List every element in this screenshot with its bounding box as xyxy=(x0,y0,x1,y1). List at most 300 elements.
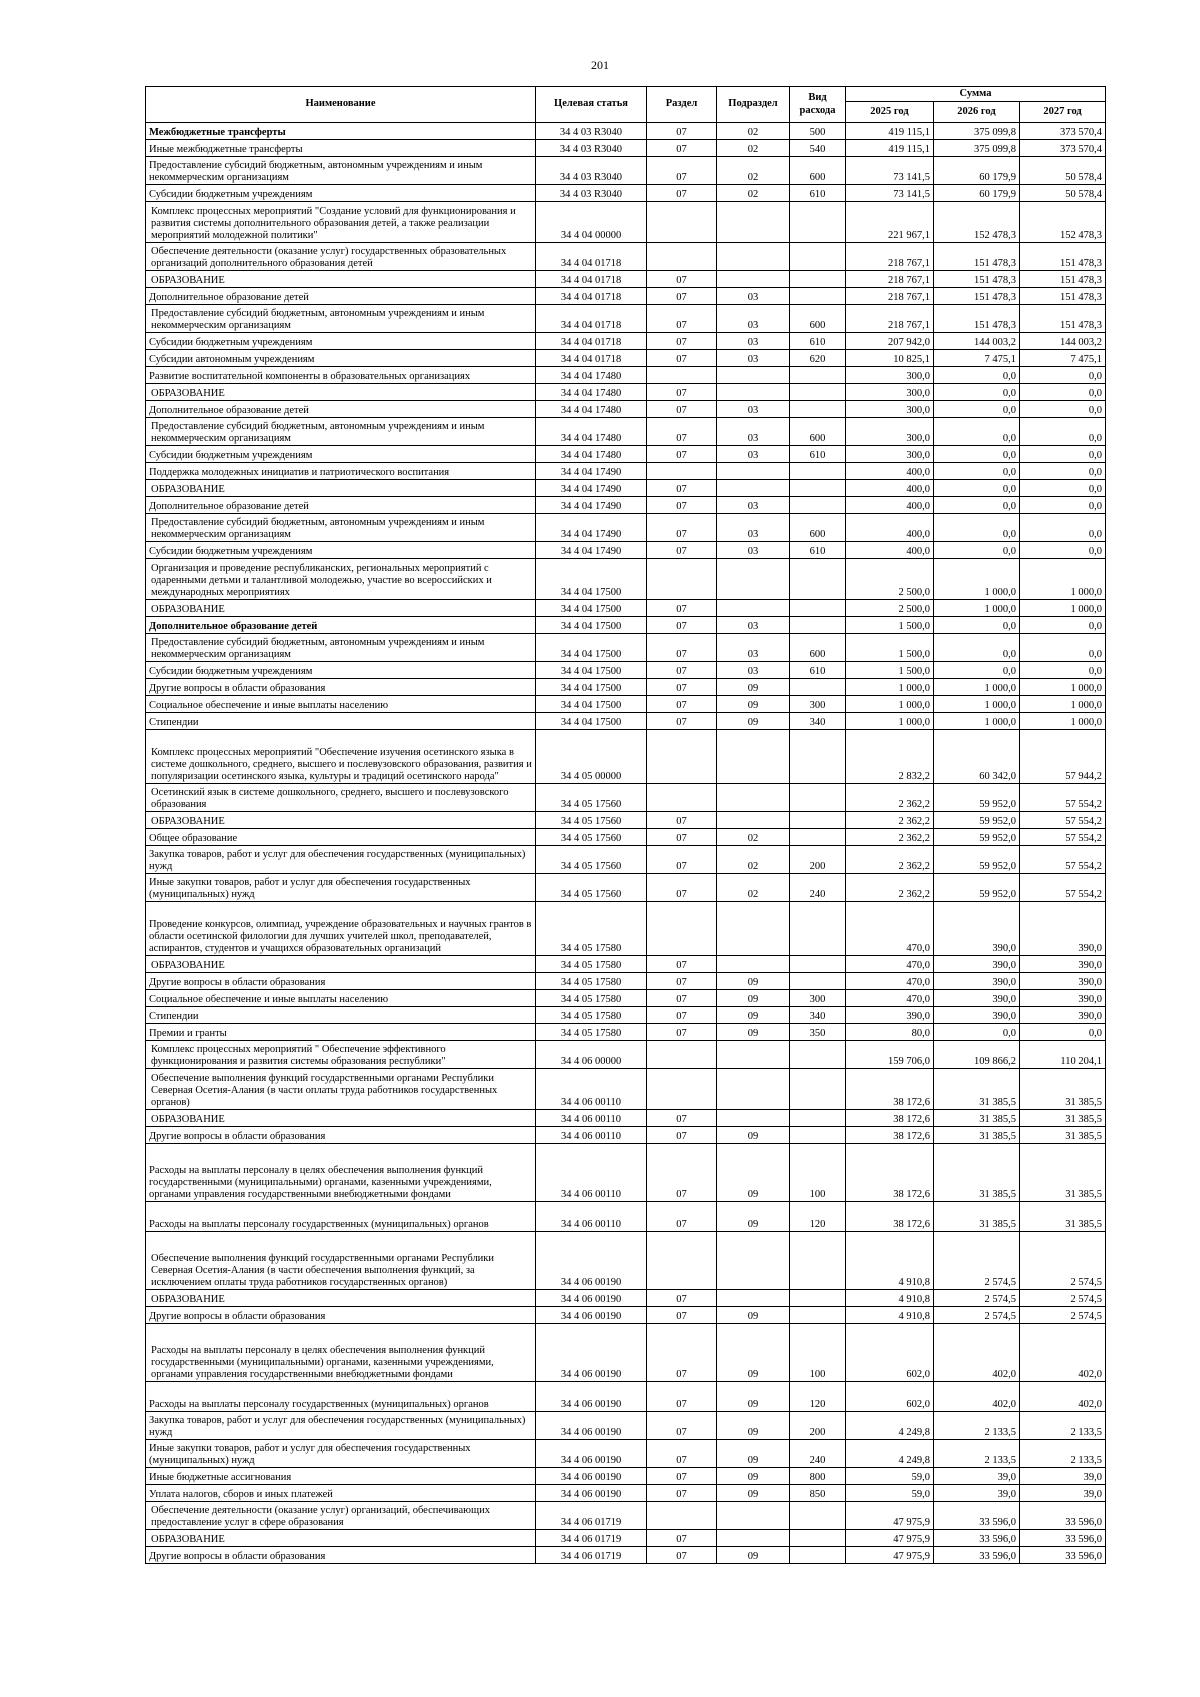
cell-subsection: 09 xyxy=(717,1412,790,1440)
header-name: Наименование xyxy=(146,87,536,123)
cell-target-article: 34 4 06 01719 xyxy=(536,1502,647,1530)
cell-section: 07 xyxy=(647,288,717,305)
cell-name: Предоставление субсидий бюджетным, автономным учреждениям и иным некоммерческим организациям xyxy=(146,514,536,542)
table-row xyxy=(146,185,1106,202)
cell-name: ОБРАЗОВАНИЕ xyxy=(146,1290,536,1307)
table-row xyxy=(146,559,1106,600)
cell-target-article: 34 4 05 17560 xyxy=(536,812,647,829)
cell-target-article: 34 4 04 17480 xyxy=(536,384,647,401)
cell-name: ОБРАЗОВАНИЕ xyxy=(146,384,536,401)
header-sum: Сумма xyxy=(846,87,1106,102)
cell-section: 07 xyxy=(647,418,717,446)
cell-section: 07 xyxy=(647,973,717,990)
cell-sum-2026: 60 342,0 xyxy=(934,730,1020,784)
cell-sum-2025: 2 500,0 xyxy=(846,559,934,600)
table-row xyxy=(146,463,1106,480)
cell-sum-2026: 31 385,5 xyxy=(934,1110,1020,1127)
cell-sum-2027: 2 574,5 xyxy=(1020,1290,1106,1307)
cell-name: Дополнительное образование детей xyxy=(146,288,536,305)
cell-target-article: 34 4 05 17580 xyxy=(536,1024,647,1041)
table-row xyxy=(146,829,1106,846)
cell-name: Расходы на выплаты персоналу государственных (муниципальных) органов xyxy=(146,1202,536,1232)
cell-sum-2025: 470,0 xyxy=(846,990,934,1007)
table-row xyxy=(146,1232,1106,1290)
table-header xyxy=(146,87,1106,123)
cell-sum-2027: 33 596,0 xyxy=(1020,1502,1106,1530)
cell-subsection: 09 xyxy=(717,1485,790,1502)
cell-sum-2027: 39,0 xyxy=(1020,1485,1106,1502)
cell-sum-2025: 159 706,0 xyxy=(846,1041,934,1069)
cell-target-article: 34 4 06 00190 xyxy=(536,1485,647,1502)
table-row xyxy=(146,1202,1106,1232)
cell-expense-type xyxy=(790,401,846,418)
cell-name: ОБРАЗОВАНИЕ xyxy=(146,480,536,497)
cell-expense-type: 200 xyxy=(790,1412,846,1440)
table-row xyxy=(146,784,1106,812)
cell-section: 07 xyxy=(647,1290,717,1307)
table-row xyxy=(146,1547,1106,1564)
cell-sum-2026: 1 000,0 xyxy=(934,713,1020,730)
cell-subsection: 09 xyxy=(717,1382,790,1412)
cell-name: Субсидии бюджетным учреждениям xyxy=(146,333,536,350)
cell-sum-2026: 1 000,0 xyxy=(934,600,1020,617)
table-row xyxy=(146,1069,1106,1110)
cell-sum-2025: 1 000,0 xyxy=(846,679,934,696)
cell-subsection xyxy=(717,956,790,973)
cell-sum-2027: 402,0 xyxy=(1020,1324,1106,1382)
cell-name: ОБРАЗОВАНИЕ xyxy=(146,956,536,973)
cell-sum-2025: 419 115,1 xyxy=(846,140,934,157)
cell-sum-2025: 218 767,1 xyxy=(846,271,934,288)
cell-section xyxy=(647,784,717,812)
table-row xyxy=(146,1041,1106,1069)
cell-sum-2026: 0,0 xyxy=(934,446,1020,463)
cell-target-article: 34 4 03 R3040 xyxy=(536,123,647,140)
cell-expense-type: 600 xyxy=(790,157,846,185)
cell-name: ОБРАЗОВАНИЕ xyxy=(146,1530,536,1547)
cell-sum-2027: 57 554,2 xyxy=(1020,846,1106,874)
cell-section xyxy=(647,367,717,384)
cell-sum-2027: 0,0 xyxy=(1020,542,1106,559)
table-row xyxy=(146,384,1106,401)
cell-sum-2027: 0,0 xyxy=(1020,617,1106,634)
cell-section: 07 xyxy=(647,1144,717,1202)
cell-target-article: 34 4 06 01719 xyxy=(536,1547,647,1564)
cell-sum-2026: 390,0 xyxy=(934,990,1020,1007)
cell-subsection: 03 xyxy=(717,333,790,350)
cell-sum-2025: 2 832,2 xyxy=(846,730,934,784)
cell-subsection: 09 xyxy=(717,1127,790,1144)
cell-expense-type: 610 xyxy=(790,446,846,463)
cell-name: Обеспечение деятельности (оказание услуг) государственных образовательных организаций дополнительного образования детей xyxy=(146,243,536,271)
cell-sum-2027: 57 944,2 xyxy=(1020,730,1106,784)
cell-subsection: 03 xyxy=(717,305,790,333)
cell-sum-2026: 33 596,0 xyxy=(934,1530,1020,1547)
cell-section: 07 xyxy=(647,1324,717,1382)
header-year-2025: 2025 год xyxy=(846,102,934,123)
cell-sum-2026: 0,0 xyxy=(934,384,1020,401)
cell-sum-2027: 31 385,5 xyxy=(1020,1202,1106,1232)
cell-section: 07 xyxy=(647,1202,717,1232)
cell-name: Комплекс процессных мероприятий "Создание условий для функционирования и развития системы дополнительного образования детей, а также реализации мероприятий молодежной политики" xyxy=(146,202,536,243)
cell-expense-type xyxy=(790,1547,846,1564)
cell-sum-2027: 373 570,4 xyxy=(1020,140,1106,157)
cell-sum-2027: 1 000,0 xyxy=(1020,713,1106,730)
cell-sum-2025: 400,0 xyxy=(846,497,934,514)
cell-sum-2025: 400,0 xyxy=(846,463,934,480)
cell-section: 07 xyxy=(647,679,717,696)
cell-section: 07 xyxy=(647,1485,717,1502)
cell-target-article: 34 4 04 01718 xyxy=(536,305,647,333)
cell-target-article: 34 4 05 00000 xyxy=(536,730,647,784)
cell-sum-2025: 218 767,1 xyxy=(846,243,934,271)
cell-sum-2025: 470,0 xyxy=(846,956,934,973)
cell-sum-2025: 1 000,0 xyxy=(846,696,934,713)
cell-subsection xyxy=(717,902,790,956)
cell-name: Уплата налогов, сборов и иных платежей xyxy=(146,1485,536,1502)
cell-sum-2027: 0,0 xyxy=(1020,662,1106,679)
cell-target-article: 34 4 06 00190 xyxy=(536,1324,647,1382)
cell-sum-2027: 0,0 xyxy=(1020,384,1106,401)
cell-target-article: 34 4 05 17560 xyxy=(536,874,647,902)
cell-target-article: 34 4 06 00110 xyxy=(536,1127,647,1144)
cell-expense-type xyxy=(790,367,846,384)
cell-sum-2025: 2 362,2 xyxy=(846,829,934,846)
cell-sum-2026: 0,0 xyxy=(934,480,1020,497)
cell-sum-2027: 0,0 xyxy=(1020,367,1106,384)
cell-expense-type: 600 xyxy=(790,514,846,542)
cell-sum-2026: 33 596,0 xyxy=(934,1547,1020,1564)
cell-sum-2027: 31 385,5 xyxy=(1020,1110,1106,1127)
cell-subsection xyxy=(717,1232,790,1290)
cell-section: 07 xyxy=(647,1530,717,1547)
cell-sum-2027: 151 478,3 xyxy=(1020,305,1106,333)
cell-sum-2026: 144 003,2 xyxy=(934,333,1020,350)
cell-target-article: 34 4 05 17560 xyxy=(536,846,647,874)
table-row xyxy=(146,1307,1106,1324)
cell-subsection: 03 xyxy=(717,446,790,463)
cell-name: Иные закупки товаров, работ и услуг для обеспечения государственных (муниципальных) нужд xyxy=(146,1440,536,1468)
cell-name: Другие вопросы в области образования xyxy=(146,1547,536,1564)
cell-sum-2026: 375 099,8 xyxy=(934,140,1020,157)
cell-sum-2026: 390,0 xyxy=(934,902,1020,956)
cell-section: 07 xyxy=(647,662,717,679)
cell-name: ОБРАЗОВАНИЕ xyxy=(146,812,536,829)
cell-sum-2025: 400,0 xyxy=(846,542,934,559)
cell-sum-2027: 390,0 xyxy=(1020,902,1106,956)
cell-target-article: 34 4 04 17490 xyxy=(536,514,647,542)
table-row xyxy=(146,730,1106,784)
cell-sum-2026: 109 866,2 xyxy=(934,1041,1020,1069)
cell-target-article: 34 4 04 17480 xyxy=(536,401,647,418)
cell-name: Расходы на выплаты персоналу в целях обеспечения выполнения функций государственными (муниципальными) органами, казенными учреждениями, органами управления государственными внебюджетными фондами xyxy=(146,1324,536,1382)
table-row xyxy=(146,1324,1106,1382)
cell-subsection xyxy=(717,1069,790,1110)
cell-subsection xyxy=(717,730,790,784)
cell-subsection: 09 xyxy=(717,1324,790,1382)
header-expense-type: Вид расхода xyxy=(790,87,846,123)
cell-name: Поддержка молодежных инициатив и патриотического воспитания xyxy=(146,463,536,480)
cell-sum-2026: 402,0 xyxy=(934,1324,1020,1382)
cell-sum-2025: 47 975,9 xyxy=(846,1547,934,1564)
header-subsection: Подраздел xyxy=(717,87,790,123)
table-row xyxy=(146,418,1106,446)
cell-sum-2026: 0,0 xyxy=(934,617,1020,634)
table-row xyxy=(146,696,1106,713)
cell-section: 07 xyxy=(647,384,717,401)
cell-subsection xyxy=(717,202,790,243)
cell-subsection: 02 xyxy=(717,123,790,140)
table-row xyxy=(146,713,1106,730)
cell-sum-2026: 60 179,9 xyxy=(934,185,1020,202)
cell-section: 07 xyxy=(647,829,717,846)
cell-sum-2027: 1 000,0 xyxy=(1020,679,1106,696)
cell-expense-type xyxy=(790,973,846,990)
cell-sum-2025: 300,0 xyxy=(846,401,934,418)
budget-table xyxy=(145,86,1106,1564)
cell-sum-2026: 2 133,5 xyxy=(934,1440,1020,1468)
cell-subsection: 02 xyxy=(717,157,790,185)
cell-expense-type: 300 xyxy=(790,990,846,1007)
cell-section xyxy=(647,1069,717,1110)
cell-expense-type: 500 xyxy=(790,123,846,140)
cell-sum-2025: 419 115,1 xyxy=(846,123,934,140)
cell-sum-2025: 300,0 xyxy=(846,418,934,446)
cell-sum-2026: 7 475,1 xyxy=(934,350,1020,367)
cell-name: Дополнительное образование детей xyxy=(146,497,536,514)
cell-expense-type: 610 xyxy=(790,542,846,559)
cell-section: 07 xyxy=(647,1440,717,1468)
cell-sum-2025: 602,0 xyxy=(846,1324,934,1382)
cell-target-article: 34 4 04 17500 xyxy=(536,662,647,679)
cell-target-article: 34 4 04 17500 xyxy=(536,713,647,730)
cell-sum-2025: 602,0 xyxy=(846,1382,934,1412)
cell-sum-2026: 39,0 xyxy=(934,1485,1020,1502)
cell-sum-2025: 300,0 xyxy=(846,384,934,401)
cell-sum-2026: 1 000,0 xyxy=(934,679,1020,696)
cell-target-article: 34 4 04 17500 xyxy=(536,679,647,696)
cell-name: Другие вопросы в области образования xyxy=(146,679,536,696)
cell-subsection: 09 xyxy=(717,990,790,1007)
cell-name: Проведение конкурсов, олимпиад, учреждение образовательных и научных грантов в области осетинской филологии для лучших учителей школ, преподавателей, аспирантов, студентов и учащихся образовательных организаций xyxy=(146,902,536,956)
cell-subsection: 02 xyxy=(717,874,790,902)
cell-sum-2026: 375 099,8 xyxy=(934,123,1020,140)
cell-name: Обеспечение деятельности (оказание услуг) организаций, обеспечивающих предоставление услуг в сфере образования xyxy=(146,1502,536,1530)
cell-sum-2025: 38 172,6 xyxy=(846,1202,934,1232)
cell-name: Комплекс процессных мероприятий " Обеспечение эффективного функционирования и развития системы образования республики" xyxy=(146,1041,536,1069)
cell-sum-2027: 0,0 xyxy=(1020,1024,1106,1041)
cell-subsection: 09 xyxy=(717,713,790,730)
cell-subsection xyxy=(717,600,790,617)
cell-expense-type xyxy=(790,1307,846,1324)
cell-name: Комплекс процессных мероприятий "Обеспечение изучения осетинского языка в системе дошкольного, среднего, высшего и послевузовского образования, развития и популяризации осетинского языка, культуры и традиций осетинского народа" xyxy=(146,730,536,784)
cell-section: 07 xyxy=(647,874,717,902)
cell-expense-type: 610 xyxy=(790,185,846,202)
cell-sum-2025: 221 967,1 xyxy=(846,202,934,243)
cell-expense-type: 600 xyxy=(790,305,846,333)
cell-sum-2027: 390,0 xyxy=(1020,956,1106,973)
cell-sum-2027: 390,0 xyxy=(1020,973,1106,990)
cell-expense-type: 100 xyxy=(790,1144,846,1202)
cell-sum-2027: 2 133,5 xyxy=(1020,1440,1106,1468)
cell-section: 07 xyxy=(647,480,717,497)
table-row xyxy=(146,1468,1106,1485)
cell-subsection: 03 xyxy=(717,288,790,305)
cell-subsection: 03 xyxy=(717,634,790,662)
cell-sum-2027: 0,0 xyxy=(1020,446,1106,463)
cell-sum-2025: 4 249,8 xyxy=(846,1440,934,1468)
cell-sum-2027: 33 596,0 xyxy=(1020,1547,1106,1564)
cell-name: Общее образование xyxy=(146,829,536,846)
cell-sum-2027: 39,0 xyxy=(1020,1468,1106,1485)
table-row xyxy=(146,480,1106,497)
cell-sum-2027: 57 554,2 xyxy=(1020,784,1106,812)
table-row xyxy=(146,288,1106,305)
cell-expense-type xyxy=(790,600,846,617)
cell-sum-2026: 0,0 xyxy=(934,401,1020,418)
cell-section: 07 xyxy=(647,1468,717,1485)
cell-expense-type: 200 xyxy=(790,846,846,874)
cell-expense-type xyxy=(790,1502,846,1530)
cell-sum-2025: 10 825,1 xyxy=(846,350,934,367)
cell-subsection: 09 xyxy=(717,1024,790,1041)
table-row xyxy=(146,1502,1106,1530)
table-row xyxy=(146,634,1106,662)
cell-target-article: 34 4 04 17490 xyxy=(536,497,647,514)
cell-sum-2025: 400,0 xyxy=(846,514,934,542)
cell-sum-2027: 0,0 xyxy=(1020,480,1106,497)
cell-sum-2026: 0,0 xyxy=(934,1024,1020,1041)
table-row xyxy=(146,956,1106,973)
cell-subsection: 09 xyxy=(717,1440,790,1468)
cell-name: Закупка товаров, работ и услуг для обеспечения государственных (муниципальных) нужд xyxy=(146,1412,536,1440)
cell-expense-type xyxy=(790,1290,846,1307)
cell-name: Осетинский язык в системе дошкольного, среднего, высшего и послевузовского образования xyxy=(146,784,536,812)
cell-sum-2026: 0,0 xyxy=(934,497,1020,514)
cell-name: Субсидии бюджетным учреждениям xyxy=(146,446,536,463)
cell-name: Субсидии автономным учреждениям xyxy=(146,350,536,367)
cell-section: 07 xyxy=(647,990,717,1007)
cell-section xyxy=(647,243,717,271)
table-row xyxy=(146,140,1106,157)
cell-subsection xyxy=(717,784,790,812)
cell-section: 07 xyxy=(647,401,717,418)
cell-name: Другие вопросы в области образования xyxy=(146,973,536,990)
cell-sum-2027: 151 478,3 xyxy=(1020,243,1106,271)
cell-expense-type: 540 xyxy=(790,140,846,157)
cell-section xyxy=(647,559,717,600)
cell-sum-2025: 80,0 xyxy=(846,1024,934,1041)
table-row xyxy=(146,1007,1106,1024)
table-row xyxy=(146,1412,1106,1440)
table-row xyxy=(146,902,1106,956)
table-row xyxy=(146,123,1106,140)
cell-subsection xyxy=(717,1110,790,1127)
cell-subsection: 03 xyxy=(717,497,790,514)
cell-expense-type xyxy=(790,784,846,812)
cell-target-article: 34 4 04 17500 xyxy=(536,600,647,617)
cell-subsection xyxy=(717,1290,790,1307)
cell-name: Социальное обеспечение и иные выплаты населению xyxy=(146,696,536,713)
cell-sum-2027: 7 475,1 xyxy=(1020,350,1106,367)
cell-sum-2026: 152 478,3 xyxy=(934,202,1020,243)
cell-sum-2026: 390,0 xyxy=(934,973,1020,990)
cell-sum-2026: 151 478,3 xyxy=(934,305,1020,333)
cell-sum-2025: 470,0 xyxy=(846,973,934,990)
cell-sum-2027: 0,0 xyxy=(1020,514,1106,542)
cell-expense-type xyxy=(790,1041,846,1069)
cell-subsection: 03 xyxy=(717,662,790,679)
cell-subsection: 09 xyxy=(717,1307,790,1324)
cell-subsection xyxy=(717,480,790,497)
cell-section: 07 xyxy=(647,514,717,542)
cell-expense-type: 600 xyxy=(790,634,846,662)
cell-subsection: 09 xyxy=(717,1468,790,1485)
cell-sum-2026: 1 000,0 xyxy=(934,559,1020,600)
cell-target-article: 34 4 04 17480 xyxy=(536,446,647,463)
cell-section: 07 xyxy=(647,1110,717,1127)
table-row xyxy=(146,367,1106,384)
cell-expense-type: 800 xyxy=(790,1468,846,1485)
table-row xyxy=(146,617,1106,634)
cell-expense-type: 240 xyxy=(790,874,846,902)
cell-target-article: 34 4 04 17500 xyxy=(536,634,647,662)
cell-expense-type xyxy=(790,679,846,696)
cell-name: Дополнительное образование детей xyxy=(146,401,536,418)
cell-sum-2026: 0,0 xyxy=(934,418,1020,446)
cell-target-article: 34 4 06 00000 xyxy=(536,1041,647,1069)
cell-sum-2027: 390,0 xyxy=(1020,990,1106,1007)
cell-sum-2027: 152 478,3 xyxy=(1020,202,1106,243)
cell-name: Социальное обеспечение и иные выплаты населению xyxy=(146,990,536,1007)
cell-section: 07 xyxy=(647,1024,717,1041)
cell-subsection: 09 xyxy=(717,973,790,990)
table-row xyxy=(146,600,1106,617)
cell-target-article: 34 4 05 17580 xyxy=(536,956,647,973)
table-row xyxy=(146,401,1106,418)
cell-target-article: 34 4 05 17580 xyxy=(536,990,647,1007)
cell-name: Другие вопросы в области образования xyxy=(146,1307,536,1324)
cell-section xyxy=(647,202,717,243)
table-row xyxy=(146,446,1106,463)
cell-sum-2027: 402,0 xyxy=(1020,1382,1106,1412)
cell-subsection: 02 xyxy=(717,846,790,874)
cell-sum-2025: 218 767,1 xyxy=(846,305,934,333)
header-target-article: Целевая статья xyxy=(536,87,647,123)
table-row xyxy=(146,874,1106,902)
cell-name: Расходы на выплаты персоналу в целях обеспечения выполнения функций государственными (муниципальными) органами, казенными учреждениями, органами управления государственными внебюджетными фондами xyxy=(146,1144,536,1202)
cell-target-article: 34 4 06 00190 xyxy=(536,1440,647,1468)
cell-target-article: 34 4 05 17580 xyxy=(536,1007,647,1024)
cell-sum-2025: 1 000,0 xyxy=(846,713,934,730)
cell-sum-2026: 1 000,0 xyxy=(934,696,1020,713)
cell-name: Субсидии бюджетным учреждениям xyxy=(146,542,536,559)
cell-subsection: 03 xyxy=(717,514,790,542)
cell-expense-type xyxy=(790,956,846,973)
table-row xyxy=(146,243,1106,271)
cell-sum-2025: 2 362,2 xyxy=(846,784,934,812)
cell-subsection xyxy=(717,559,790,600)
cell-target-article: 34 4 06 00190 xyxy=(536,1382,647,1412)
cell-expense-type xyxy=(790,384,846,401)
cell-section: 07 xyxy=(647,185,717,202)
cell-expense-type: 850 xyxy=(790,1485,846,1502)
cell-name: Иные межбюджетные трансферты xyxy=(146,140,536,157)
cell-section: 07 xyxy=(647,157,717,185)
cell-sum-2027: 1 000,0 xyxy=(1020,600,1106,617)
cell-target-article: 34 4 04 17500 xyxy=(536,559,647,600)
table-row xyxy=(146,1530,1106,1547)
